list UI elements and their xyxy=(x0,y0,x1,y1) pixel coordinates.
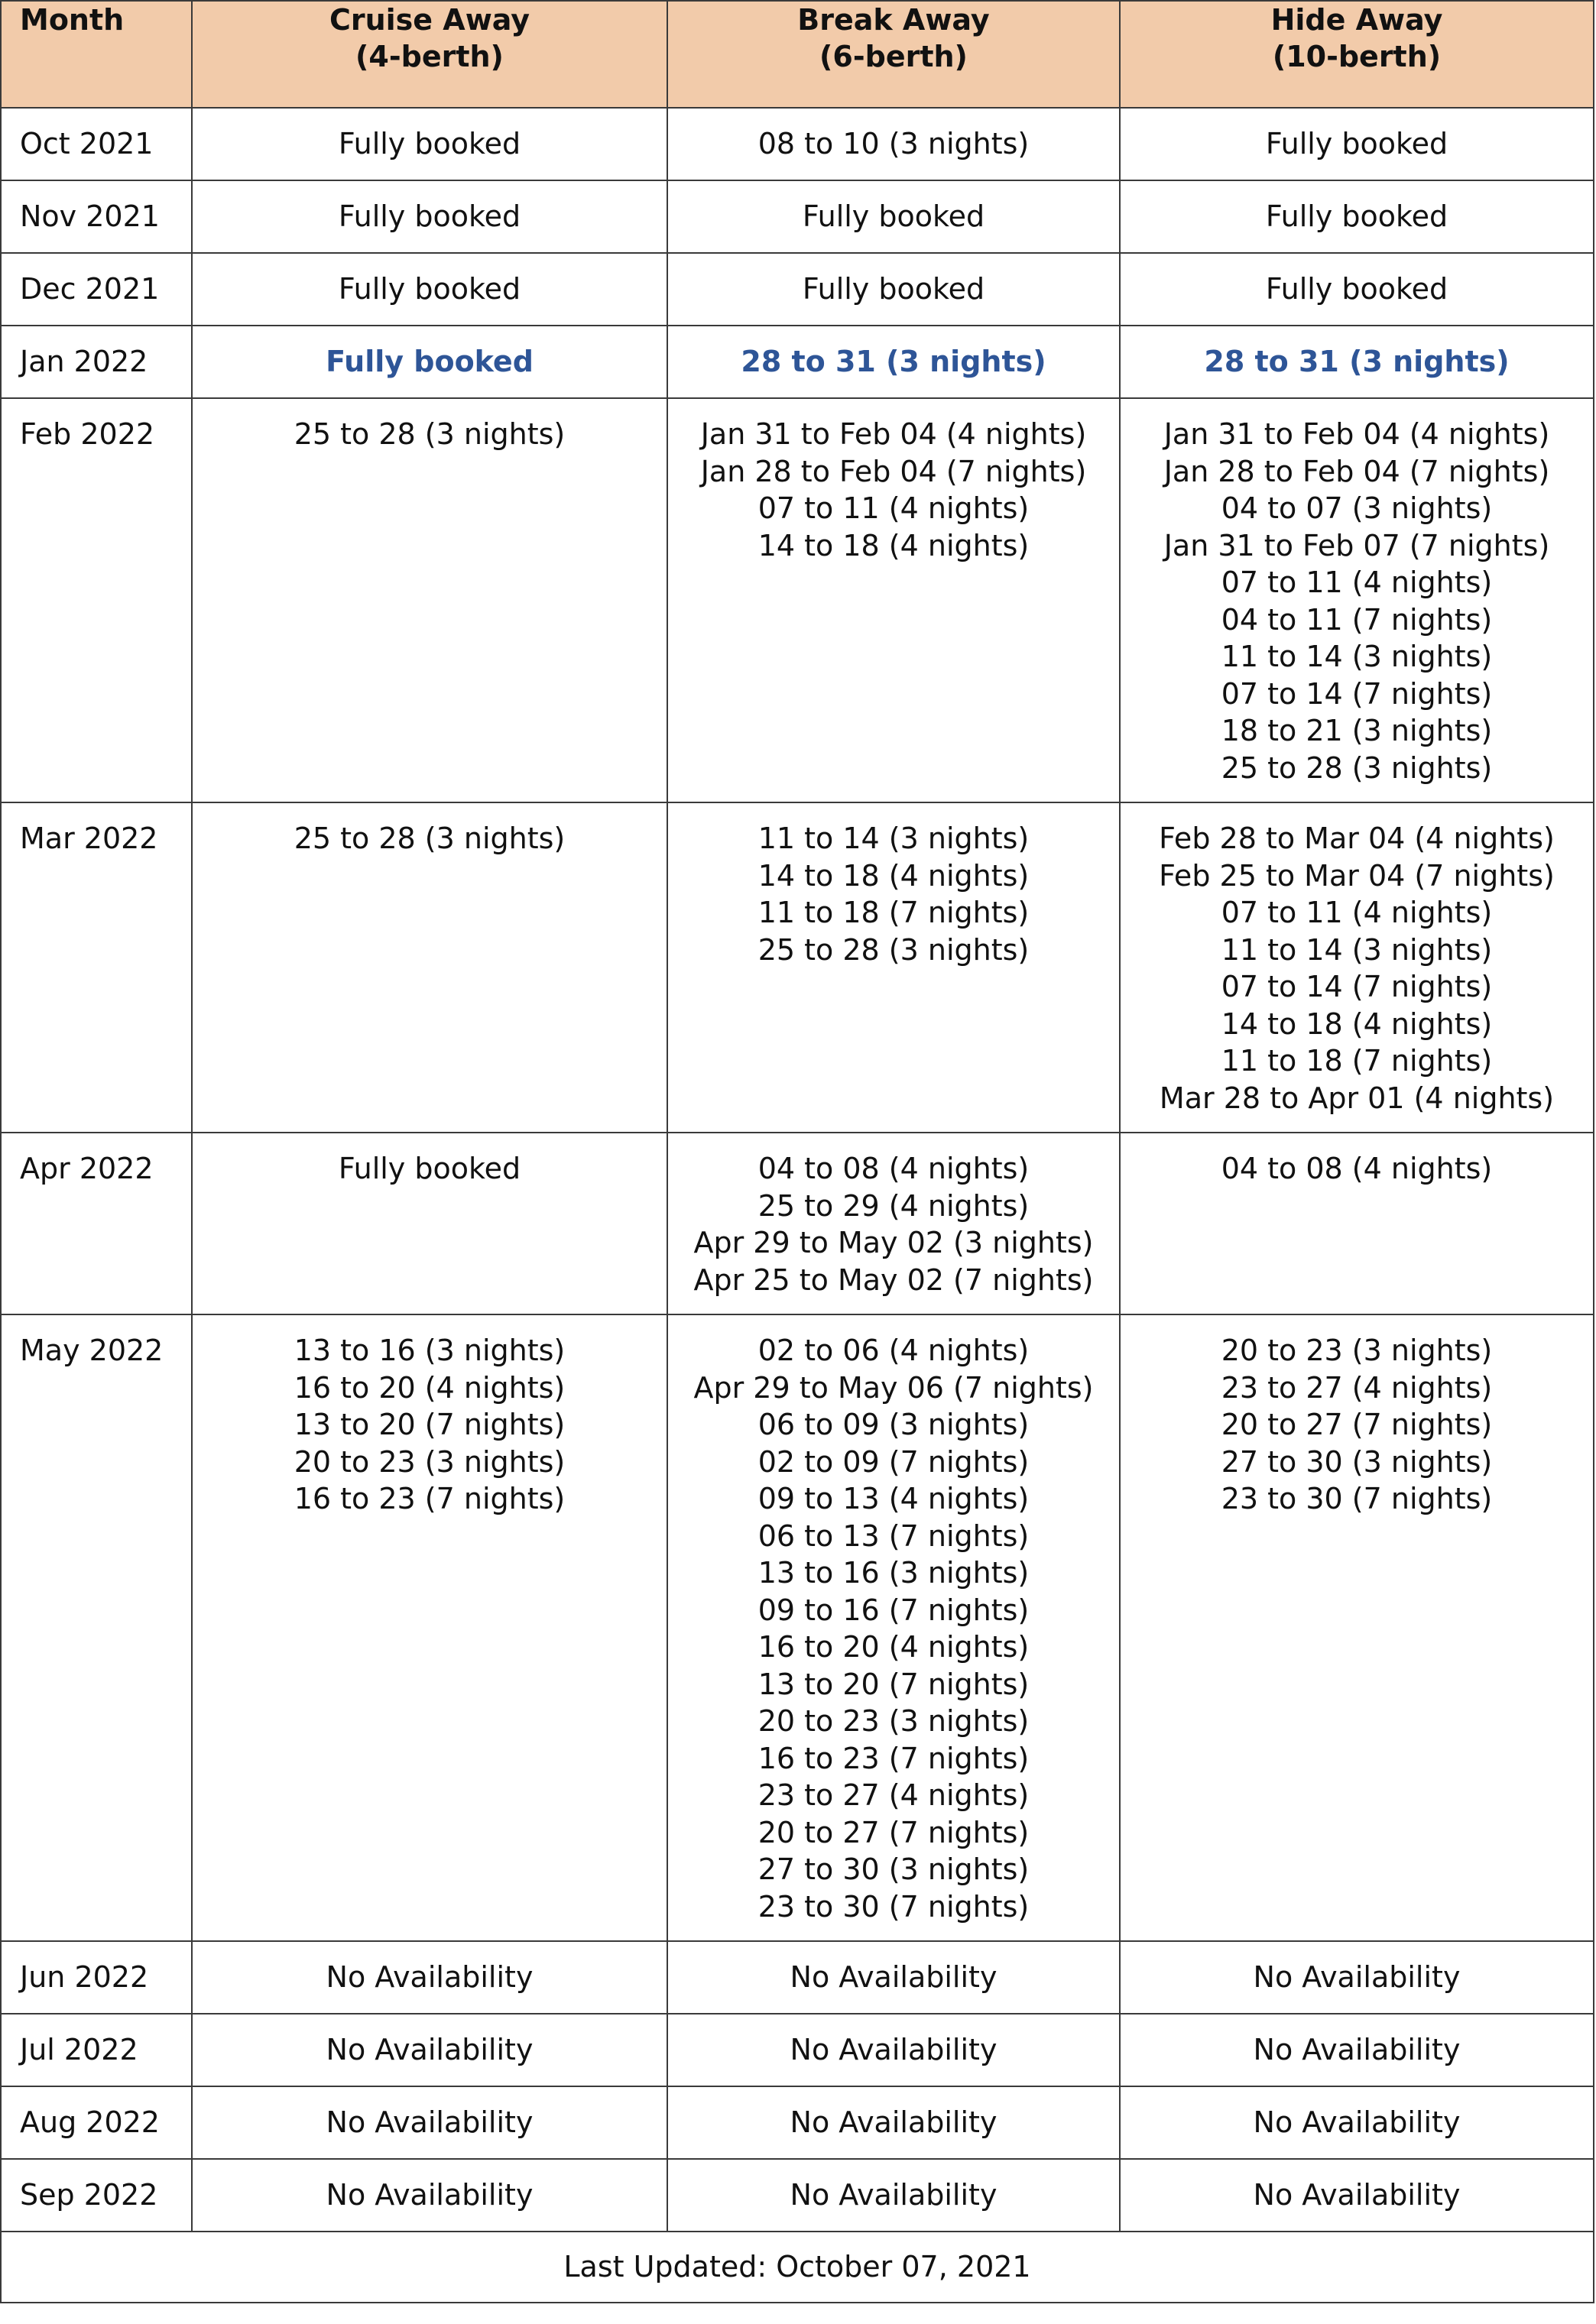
column-header-berth: (10-berth) xyxy=(1272,40,1442,73)
column-header-name: Break Away xyxy=(797,3,990,37)
month-cell xyxy=(1,802,192,1133)
break-away-cell xyxy=(667,326,1120,398)
availability-entry: 09 to 16 (7 nights) xyxy=(757,1593,1030,1627)
hide-away-cell xyxy=(1120,253,1594,326)
availability-entry: Fully booked xyxy=(338,199,521,233)
table-row xyxy=(1,1314,1594,1941)
availability-entry: 11 to 18 (7 nights) xyxy=(1221,1044,1493,1078)
month-cell xyxy=(1,2014,192,2086)
availability-entry: No Availability xyxy=(326,2105,534,2139)
availability-entry: No Availability xyxy=(326,1960,534,1994)
month-cell xyxy=(1,108,192,180)
cruise-away-cell xyxy=(192,398,667,802)
availability-entry: 25 to 28 (3 nights) xyxy=(757,932,1030,967)
hide-away-cell xyxy=(1120,180,1594,253)
month-cell xyxy=(1,326,192,398)
availability-entry: 11 to 14 (3 nights) xyxy=(1221,932,1493,967)
table-row xyxy=(1,802,1594,1133)
availability-entry: 07 to 11 (4 nights) xyxy=(1221,896,1493,929)
cruise-away-cell xyxy=(192,802,667,1133)
availability-entry: 14 to 18 (4 nights) xyxy=(1221,1006,1493,1041)
month-cell xyxy=(1,1133,192,1314)
table-row xyxy=(1,2086,1594,2159)
hide-away-cell xyxy=(1120,398,1594,802)
availability-entry: 23 to 30 (7 nights) xyxy=(1221,1482,1493,1515)
break-away-cell xyxy=(667,2014,1120,2086)
availability-entry: 27 to 30 (3 nights) xyxy=(757,1852,1030,1886)
hide-away-cell xyxy=(1120,326,1594,398)
month-cell xyxy=(1,398,192,802)
break-away-cell xyxy=(667,2159,1120,2232)
month-label: Sep 2022 xyxy=(20,2178,158,2212)
month-cell xyxy=(1,253,192,326)
column-header-name: Hide Away xyxy=(1270,3,1443,37)
hide-away-cell xyxy=(1120,2159,1594,2232)
last-updated: Last Updated: October 07, 2021 xyxy=(1,2232,1594,2303)
availability-entry: No Availability xyxy=(326,2033,534,2066)
month-label: Jan 2022 xyxy=(20,345,148,378)
break-away-cell xyxy=(667,1133,1120,1314)
availability-entry: 18 to 21 (3 nights) xyxy=(1221,714,1493,747)
table-row xyxy=(1,180,1594,253)
month-label: Jul 2022 xyxy=(20,2033,138,2066)
table-row xyxy=(1,398,1594,802)
cruise-away-cell xyxy=(192,1314,667,1941)
cruise-away-cell xyxy=(192,253,667,326)
availability-entry: 07 to 14 (7 nights) xyxy=(1221,676,1493,711)
break-away-cell xyxy=(667,108,1120,180)
availability-entry: 11 to 14 (3 nights) xyxy=(1221,640,1493,673)
month-label: May 2022 xyxy=(20,1334,164,1367)
availability-entry: Fully booked xyxy=(1265,272,1448,306)
availability-entry: Feb 28 to Mar 04 (4 nights) xyxy=(1159,822,1555,855)
availability-entry: 28 to 31 (3 nights) xyxy=(741,345,1046,378)
month-cell xyxy=(1,1941,192,2014)
availability-entry: No Availability xyxy=(326,2178,534,2212)
availability-entry: 20 to 23 (3 nights) xyxy=(757,1704,1030,1738)
availability-entry: 04 to 11 (7 nights) xyxy=(1221,602,1493,637)
availability-entry: Apr 25 to May 02 (7 nights) xyxy=(693,1262,1094,1297)
table-row xyxy=(1,253,1594,326)
month-label: Jun 2022 xyxy=(20,1960,149,1994)
availability-entry: 13 to 20 (7 nights) xyxy=(294,1408,566,1441)
availability-entry: 11 to 18 (7 nights) xyxy=(757,896,1030,929)
availability-entry: 04 to 08 (4 nights) xyxy=(757,1152,1030,1185)
break-away-cell xyxy=(667,802,1120,1133)
availability-entry: 20 to 27 (7 nights) xyxy=(1221,1408,1493,1441)
month-cell xyxy=(1,1314,192,1941)
month-label: Feb 2022 xyxy=(20,417,155,451)
table-row xyxy=(1,108,1594,180)
column-header-cruise-away xyxy=(192,1,667,108)
hide-away-cell xyxy=(1120,108,1594,180)
break-away-cell xyxy=(667,180,1120,253)
cruise-away-cell xyxy=(192,180,667,253)
month-label: Apr 2022 xyxy=(20,1152,154,1185)
availability-entry: 04 to 08 (4 nights) xyxy=(1221,1152,1493,1185)
table-row xyxy=(1,326,1594,398)
availability-entry: No Availability xyxy=(1253,1960,1461,1994)
column-header-berth: (4-berth) xyxy=(355,40,504,73)
availability-entry: 02 to 06 (4 nights) xyxy=(757,1334,1030,1367)
hide-away-cell xyxy=(1120,2014,1594,2086)
availability-entry: 16 to 23 (7 nights) xyxy=(294,1482,566,1515)
availability-entry: 04 to 07 (3 nights) xyxy=(1221,491,1493,525)
availability-entry: 08 to 10 (3 nights) xyxy=(757,127,1030,160)
availability-entry: 11 to 14 (3 nights) xyxy=(757,822,1030,855)
availability-entry: Fully booked xyxy=(1265,127,1448,160)
cruise-away-cell xyxy=(192,2086,667,2159)
availability-entry: Jan 31 to Feb 04 (4 nights) xyxy=(1163,417,1550,451)
month-cell xyxy=(1,2086,192,2159)
cruise-away-cell xyxy=(192,326,667,398)
hide-away-cell xyxy=(1120,1133,1594,1314)
month-label: Dec 2021 xyxy=(20,272,160,306)
availability-entry: Fully booked xyxy=(338,272,521,306)
cruise-away-cell xyxy=(192,108,667,180)
availability-entry: 13 to 16 (3 nights) xyxy=(757,1556,1030,1590)
availability-entry: 20 to 23 (3 nights) xyxy=(1221,1334,1493,1367)
month-label: Aug 2022 xyxy=(20,2105,160,2139)
availability-entry: 06 to 09 (3 nights) xyxy=(757,1408,1030,1441)
cruise-away-cell xyxy=(192,1133,667,1314)
break-away-cell xyxy=(667,253,1120,326)
table-body xyxy=(1,108,1594,2232)
month-cell xyxy=(1,180,192,253)
table-row xyxy=(1,1941,1594,2014)
availability-entry: 06 to 13 (7 nights) xyxy=(757,1519,1030,1553)
availability-entry: Apr 29 to May 02 (3 nights) xyxy=(693,1226,1094,1259)
availability-entry: Jan 28 to Feb 04 (7 nights) xyxy=(700,454,1087,488)
hide-away-cell xyxy=(1120,802,1594,1133)
hide-away-cell xyxy=(1120,1941,1594,2014)
availability-entry: 25 to 28 (3 nights) xyxy=(1221,750,1493,785)
cruise-away-cell xyxy=(192,2014,667,2086)
table-row xyxy=(1,2014,1594,2086)
availability-entry: 20 to 23 (3 nights) xyxy=(294,1444,566,1479)
availability-entry: 25 to 29 (4 nights) xyxy=(757,1188,1030,1223)
availability-entry: Jan 28 to Feb 04 (7 nights) xyxy=(1163,454,1550,488)
table-row xyxy=(1,2159,1594,2232)
break-away-cell xyxy=(667,1314,1120,1941)
availability-entry: 14 to 18 (4 nights) xyxy=(757,858,1030,893)
availability-entry: Jan 31 to Feb 04 (4 nights) xyxy=(700,417,1087,451)
month-label: Mar 2022 xyxy=(20,822,158,855)
column-header-hide-away xyxy=(1120,1,1594,108)
availability-entry: 23 to 27 (4 nights) xyxy=(1221,1370,1493,1405)
availability-entry: Fully booked xyxy=(326,345,534,378)
availability-entry: 07 to 11 (4 nights) xyxy=(757,491,1030,525)
hide-away-cell xyxy=(1120,2086,1594,2159)
availability-entry: No Availability xyxy=(790,2105,998,2139)
availability-entry: No Availability xyxy=(790,2033,998,2066)
availability-entry: 13 to 16 (3 nights) xyxy=(294,1334,566,1367)
column-header-break-away xyxy=(667,1,1120,108)
availability-entry: Fully booked xyxy=(338,127,521,160)
availability-entry: 27 to 30 (3 nights) xyxy=(1221,1444,1493,1479)
cruise-away-cell xyxy=(192,2159,667,2232)
availability-entry: 16 to 20 (4 nights) xyxy=(294,1370,566,1405)
availability-entry: Fully booked xyxy=(338,1152,521,1185)
availability-entry: No Availability xyxy=(1253,2033,1461,2066)
month-cell xyxy=(1,2159,192,2232)
availability-entry: 07 to 14 (7 nights) xyxy=(1221,970,1493,1003)
column-header-name: Cruise Away xyxy=(329,3,530,37)
availability-entry: 23 to 27 (4 nights) xyxy=(757,1778,1030,1812)
availability-entry: 07 to 11 (4 nights) xyxy=(1221,566,1493,599)
availability-entry: No Availability xyxy=(790,1960,998,1994)
availability-entry: 14 to 18 (4 nights) xyxy=(757,528,1030,562)
availability-entry: No Availability xyxy=(1253,2105,1461,2139)
availability-entry: Fully booked xyxy=(802,272,985,306)
table-row xyxy=(1,1133,1594,1314)
availability-entry: Fully booked xyxy=(1265,199,1448,233)
break-away-cell xyxy=(667,1941,1120,2014)
break-away-cell xyxy=(667,398,1120,802)
column-header-month: Month xyxy=(1,1,192,108)
header-row xyxy=(1,1,1594,108)
availability-entry: Jan 31 to Feb 07 (7 nights) xyxy=(1163,528,1550,562)
footer-row xyxy=(1,2232,1594,2303)
availability-entry: 20 to 27 (7 nights) xyxy=(757,1815,1030,1849)
month-label: Oct 2021 xyxy=(20,127,154,160)
availability-entry: 09 to 13 (4 nights) xyxy=(757,1482,1030,1515)
availability-entry: 02 to 09 (7 nights) xyxy=(757,1444,1030,1479)
availability-entry: Feb 25 to Mar 04 (7 nights) xyxy=(1159,858,1555,893)
availability-entry: Mar 28 to Apr 01 (4 nights) xyxy=(1159,1081,1555,1115)
hide-away-cell xyxy=(1120,1314,1594,1941)
availability-entry: 16 to 23 (7 nights) xyxy=(757,1741,1030,1775)
cruise-away-cell xyxy=(192,1941,667,2014)
availability-entry: No Availability xyxy=(790,2178,998,2212)
availability-entry: 25 to 28 (3 nights) xyxy=(294,417,566,451)
availability-entry: 25 to 28 (3 nights) xyxy=(294,822,566,855)
availability-entry: Apr 29 to May 06 (7 nights) xyxy=(693,1370,1094,1405)
availability-entry: 28 to 31 (3 nights) xyxy=(1204,345,1510,378)
availability-entry: 23 to 30 (7 nights) xyxy=(757,1889,1030,1924)
break-away-cell xyxy=(667,2086,1120,2159)
availability-entry: 13 to 20 (7 nights) xyxy=(757,1667,1030,1701)
availability-entry: Fully booked xyxy=(802,199,985,233)
availability-entry: No Availability xyxy=(1253,2178,1461,2212)
availability-entry: 16 to 20 (4 nights) xyxy=(757,1630,1030,1664)
column-header-berth: (6-berth) xyxy=(819,40,968,73)
month-label: Nov 2021 xyxy=(20,199,160,233)
